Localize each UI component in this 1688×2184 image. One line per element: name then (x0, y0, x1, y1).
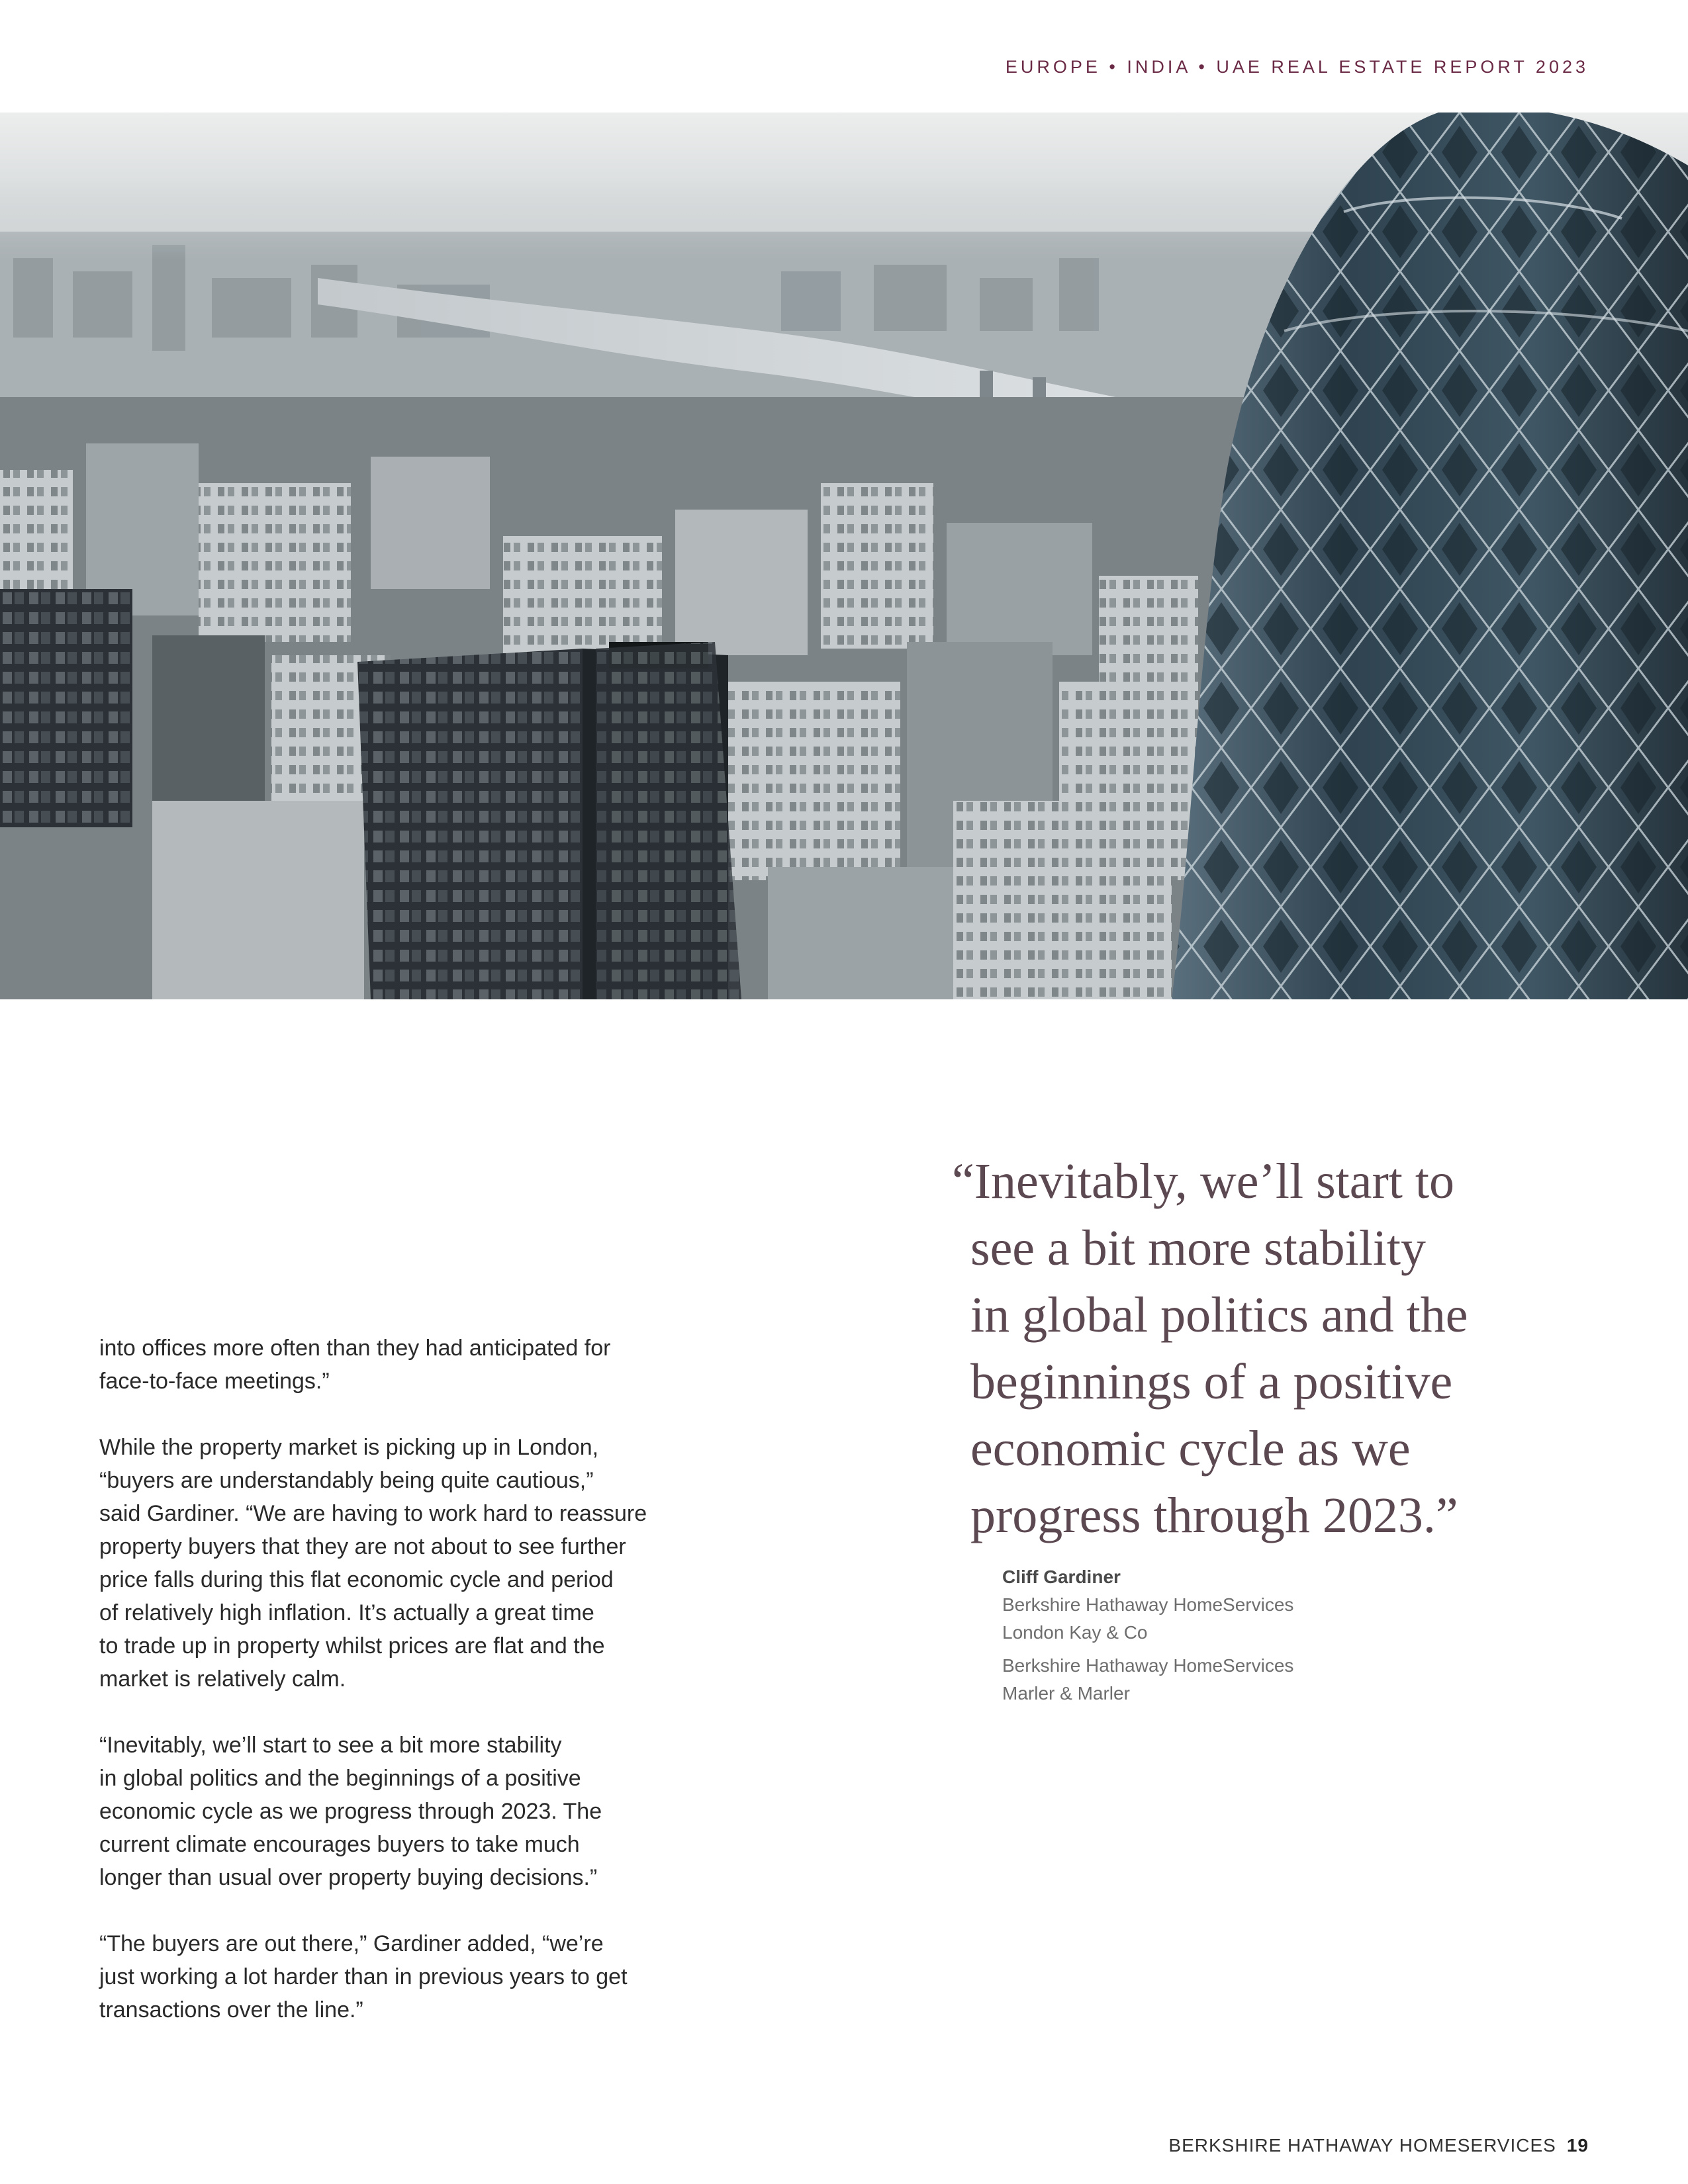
footer-brand: BERKSHIRE HATHAWAY HOMESERVICES (1168, 2135, 1556, 2156)
body-line: “buyers are understandably being quite cautious,” (99, 1468, 594, 1493)
body-line: economic cycle as we progress through 2023. The (99, 1799, 602, 1824)
attribution-affiliation: Berkshire Hathaway HomeServices (1002, 1655, 1294, 1676)
attribution-affiliation: Berkshire Hathaway HomeServices (1002, 1594, 1294, 1615)
body-line: into offices more often than they had anticipated for (99, 1336, 611, 1361)
body-line: said Gardiner. “We are having to work hard to reassure (99, 1501, 647, 1526)
body-line: “The buyers are out there,” Gardiner added, “we’re (99, 1931, 604, 1956)
body-line: longer than usual over property buying decisions.” (99, 1865, 598, 1890)
body-line: face-to-face meetings.” (99, 1369, 330, 1394)
attribution-affiliation: London Kay & Co (1002, 1622, 1148, 1643)
pull-quote-line: see a bit more stability (970, 1220, 1427, 1276)
body-line: in global politics and the beginnings of a positive (99, 1766, 581, 1791)
page-number: 19 (1566, 2135, 1589, 2156)
pull-quote-line: progress through 2023.” (970, 1488, 1458, 1543)
body-paragraph-2 (99, 1431, 715, 1696)
article-body (99, 1332, 715, 2060)
quote-attribution (1002, 1563, 1293, 1707)
body-paragraph-4 (99, 1927, 715, 2026)
body-line: price falls during this flat economic cycle and period (99, 1567, 614, 1592)
pull-quote (952, 1148, 1548, 1549)
skyline-illustration (0, 113, 1688, 999)
body-line: “Inevitably, we’ll start to see a bit more stability (99, 1733, 562, 1758)
attribution-affiliation: Marler & Marler (1002, 1683, 1130, 1704)
pull-quote-line: economic cycle as we (970, 1421, 1411, 1477)
pull-quote-line: in global politics and the (970, 1287, 1468, 1343)
body-line: transactions over the line.” (99, 1997, 363, 2023)
body-line: While the property market is picking up in London, (99, 1435, 599, 1460)
body-paragraph-1 (99, 1332, 715, 1398)
body-line: market is relatively calm. (99, 1666, 346, 1692)
pull-quote-line: beginnings of a positive (970, 1354, 1453, 1410)
report-title: EUROPE • INDIA • UAE REAL ESTATE REPORT 2023 (1005, 57, 1589, 77)
body-line: to trade up in property whilst prices are flat and the (99, 1633, 605, 1659)
body-paragraph-3 (99, 1729, 715, 1894)
body-line: just working a lot harder than in previous years to get (99, 1964, 628, 1989)
page-footer (1168, 2135, 1589, 2156)
attribution-name: Cliff Gardiner (1002, 1567, 1121, 1587)
london-skyline-gherkin-photo (0, 113, 1688, 999)
body-line: of relatively high inflation. It’s actually a great time (99, 1600, 594, 1625)
pull-quote-line: “Inevitably, we’ll start to (952, 1154, 1455, 1209)
body-line: current climate encourages buyers to take much (99, 1832, 580, 1857)
body-line: property buyers that they are not about to see further (99, 1534, 626, 1559)
